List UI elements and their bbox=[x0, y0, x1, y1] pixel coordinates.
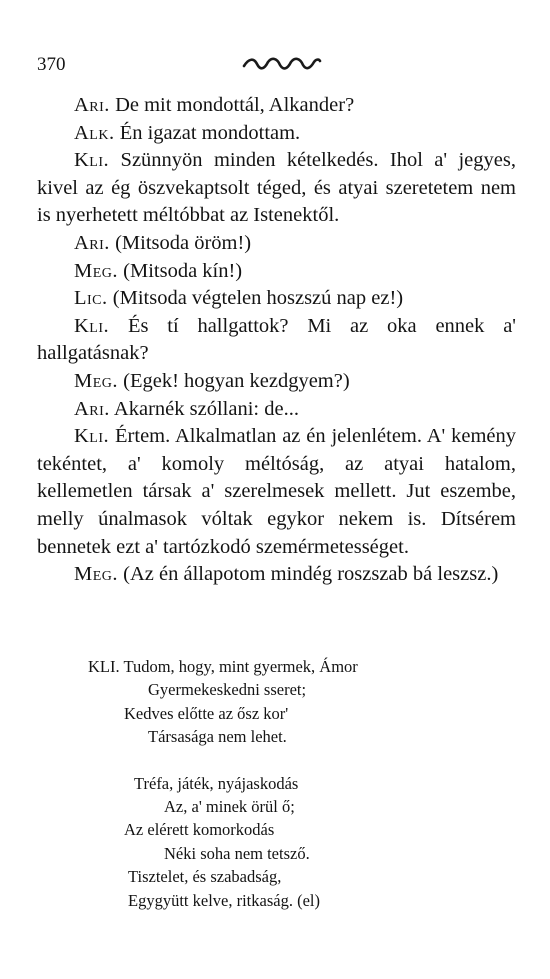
dialogue-text-segment: (Mitsoda öröm!) bbox=[109, 231, 252, 254]
dialogue-line bbox=[37, 92, 516, 120]
dialogue-text-segment: És tí hallgattok? Mi az oka ennek a' hallgatásnak? bbox=[37, 314, 516, 365]
speaker-name: Kli. bbox=[74, 425, 110, 448]
stanza-gap bbox=[88, 749, 518, 772]
dialogue-line bbox=[37, 258, 516, 286]
speaker-name: Meg. bbox=[74, 259, 119, 282]
verse-line: Társasága nem lehet. bbox=[148, 727, 287, 747]
dialogue-text-segment: (Az én állapotom mindég roszszab bá leszsz.) bbox=[118, 563, 499, 586]
dialogue-line bbox=[37, 313, 516, 368]
speaker-name: Meg. bbox=[74, 563, 119, 586]
dialogue-text-segment: De mit mondottál, Alkander? bbox=[109, 94, 355, 116]
verse-line: Az, a' minek örül ő; bbox=[164, 797, 295, 817]
dialogue-line bbox=[37, 147, 516, 230]
dialogue-line bbox=[37, 230, 516, 258]
verse-line: Egygyütt kelve, ritkaság. (el) bbox=[128, 890, 320, 910]
dialogue-line bbox=[37, 396, 516, 424]
dialogue-text-segment: (Mitsoda végtelen hoszszú nap ez!) bbox=[107, 287, 404, 310]
speaker-name: Ari. bbox=[74, 231, 110, 254]
speaker-name: Lic. bbox=[74, 287, 108, 310]
speaker-name: Kli. bbox=[74, 149, 110, 172]
verse-line: Kedves előtte az ősz kor' bbox=[124, 703, 289, 723]
dialogue-line bbox=[37, 561, 516, 589]
speaker-name: Meg. bbox=[74, 369, 119, 392]
dialogue-text-segment: (Egek! hogyan kezdgyem?) bbox=[118, 369, 350, 392]
speaker-name: Ari. bbox=[74, 397, 110, 420]
verse-line: KLI. Tudom, hogy, mint gyermek, Ámor bbox=[88, 657, 358, 676]
speaker-name: Ari. bbox=[74, 94, 110, 116]
verse-block bbox=[88, 655, 518, 912]
wave-ornament-icon bbox=[242, 56, 322, 72]
speaker-name: Alk. bbox=[74, 121, 115, 144]
verse-line: Az elérett komorkodás bbox=[124, 820, 275, 840]
dialogue-text-segment: (Mitsoda kín!) bbox=[118, 259, 243, 282]
dialogue-line bbox=[37, 285, 516, 313]
verse-line: Tisztelet, és szabadság, bbox=[128, 867, 282, 887]
verse-line: Gyermekeskedni sseret; bbox=[148, 680, 307, 700]
dialogue-text-segment: Szünnyön minden kételkedés. Ihol a' jegyes, kivel az ég öszvekaptsolt téged, és atyai szeretetem nem is nyerhetett méltóbbat az Istenektől. bbox=[37, 149, 516, 227]
dialogue-line bbox=[37, 368, 516, 396]
dialogue-line bbox=[37, 120, 516, 148]
dialogue-line bbox=[37, 423, 516, 561]
page-header bbox=[37, 54, 513, 80]
dialogue-text bbox=[37, 92, 516, 589]
dialogue-text-segment: Akarnék szóllani: de... bbox=[109, 397, 299, 420]
dialogue-text-segment: Értem. Alkalmatlan az én jelenlétem. A' kemény tekéntet, a' komoly méltóság, az atyai hatalom, kellemetlen társak a' szerelmesek mellett. Jut eszembe, melly únalmasok vóltak egykor nekem is. Dítsérem bennetek ezt a' tartózkodó szemérmetességet. bbox=[37, 425, 516, 558]
page-number: 370 bbox=[37, 54, 66, 75]
verse-line: Néki soha nem tetsző. bbox=[164, 843, 310, 863]
verse-line: Tréfa, játék, nyájaskodás bbox=[134, 773, 299, 793]
speaker-name: Kli. bbox=[74, 314, 110, 337]
dialogue-text-segment: Én igazat mondottam. bbox=[114, 121, 301, 144]
